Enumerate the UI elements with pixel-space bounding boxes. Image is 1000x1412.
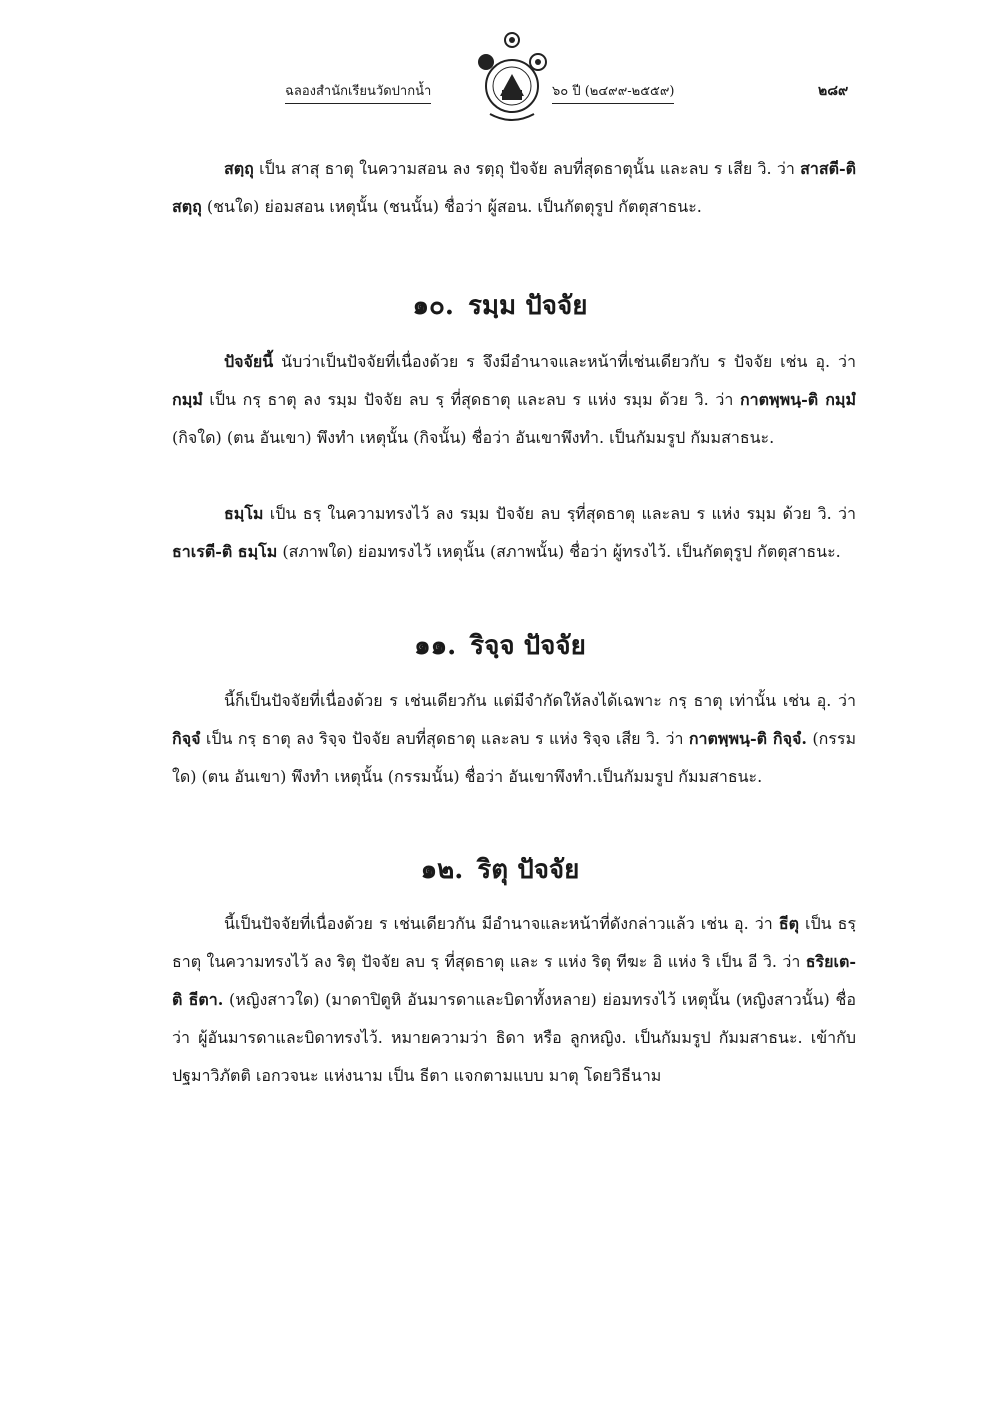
paragraph-ritu bbox=[172, 905, 856, 1095]
paragraph-satthu bbox=[172, 150, 856, 226]
section-title: รมฺม ปัจจัย bbox=[467, 291, 588, 321]
paragraph-text: เป็น สาสุ ธาตุ ในความสอน ลง รตฺถุ ปัจจัย ลบที่สุดธาตุนั้น และลบ ร เสีย วิ. ว่า bbox=[253, 159, 801, 178]
section-title: ริจฺจ ปัจจัย bbox=[470, 631, 586, 661]
paragraph-dhamma bbox=[172, 495, 856, 571]
term-definition: ธริยเต-ติ ธีตา. bbox=[172, 952, 856, 1009]
term-dhamma: ธมฺโม bbox=[224, 504, 264, 523]
term-kicca: กิจฺจํ bbox=[172, 729, 201, 748]
term-definition: สาสตี-ติ สตฺถุ bbox=[172, 159, 856, 216]
section-number: ๑๐. bbox=[412, 291, 454, 321]
temple-seal-logo bbox=[472, 30, 552, 130]
section-number: ๑๑. bbox=[414, 631, 457, 661]
section-title: ริตุ ปัจจัย bbox=[477, 855, 580, 885]
page-number: ๒๘๙ bbox=[818, 83, 849, 99]
paragraph-riccha bbox=[172, 682, 856, 796]
term-kamma: กมฺมํ bbox=[172, 390, 203, 409]
section-heading-12 bbox=[0, 850, 1000, 890]
paragraph-text: นี้เป็นปัจจัยที่เนื่องด้วย ร เช่นเดียวกัน มีอำนาจและหน้าที่ดังกล่าวแล้ว เช่น อุ. ว่า bbox=[224, 914, 779, 933]
running-header-anniversary: ๖๐ ปี (๒๔๙๙-๒๕๕๙) bbox=[552, 80, 674, 104]
paragraph-text: (สภาพใด) ย่อมทรงไว้ เหตุนั้น (สภาพนั้น) ชื่อว่า ผู้ทรงไว้. เป็นกัตตุรูป กัตตุสาธนะ. bbox=[277, 542, 841, 561]
term-satthu: สตฺถุ bbox=[224, 159, 254, 178]
paragraph-rammma-intro bbox=[172, 343, 856, 457]
term-definition: กาตพฺพนฺ-ติ กมฺมํ bbox=[739, 390, 856, 409]
paragraph-text: เป็น กรฺ ธาตุ ลง รมฺม ปัจจัย ลบ รฺ ที่สุดธาตุ และลบ ร แห่ง รมฺม ด้วย วิ. ว่า bbox=[202, 390, 740, 409]
paragraph-lead: ปัจจัยนี้ bbox=[224, 352, 274, 371]
section-heading-11 bbox=[0, 626, 1000, 666]
paragraph-text: เป็น ธรฺ ธาตุ ในความทรงไว้ ลง ริตุ ปัจจัย ลบ รฺ ที่สุดธาตุ และ ร แห่ง ริตุ ทีฆะ อิ แห่ง ริ เป็น อี วิ. ว่า bbox=[172, 914, 857, 971]
paragraph-text: เป็น กรฺ ธาตุ ลง ริจฺจ ปัจจัย ลบที่สุดธาตุ และลบ ร แห่ง ริจฺจ เสีย วิ. ว่า bbox=[200, 729, 689, 748]
paragraph-text: นี้ก็เป็นปัจจัยที่เนื่องด้วย ร เช่นเดียวกัน แต่มีจำกัดให้ลงได้เฉพาะ กรฺ ธาตุ เท่านั้น เช่น อุ. ว่า bbox=[224, 691, 856, 710]
running-header-title: ฉลองสำนักเรียนวัดปากน้ำ bbox=[285, 80, 431, 104]
term-definition: กาตพฺพนฺ-ติ กิจฺจํ. bbox=[688, 729, 807, 748]
paragraph-text: นับว่าเป็นปัจจัยที่เนื่องด้วย ร จึงมีอำนาจและหน้าที่เช่นเดียวกับ ร ปัจจัย เช่น อุ. ว่า bbox=[273, 352, 856, 371]
section-heading-10 bbox=[0, 286, 1000, 326]
section-number: ๑๒. bbox=[420, 855, 464, 885]
term-definition: ธาเรตี-ติ ธมฺโม bbox=[172, 542, 278, 561]
paragraph-text: (กรรมใด) (ตน อันเขา) พึงทำ เหตุนั้น (กรรมนั้น) ชื่อว่า อันเขาพึงทำ.เป็นกัมมรูป กัมมสาธนะ. bbox=[172, 729, 857, 786]
paragraph-text: (ชนใด) ย่อมสอน เหตุนั้น (ชนนั้น) ชื่อว่า ผู้สอน. เป็นกัตตุรูป กัตตุสาธนะ. bbox=[201, 197, 702, 216]
paragraph-text: (กิจใด) (ตน อันเขา) พึงทำ เหตุนั้น (กิจนั้น) ชื่อว่า อันเขาพึงทำ. เป็นกัมมรูป กัมมสาธนะ. bbox=[172, 428, 775, 447]
term-dhitu: ธีตุ bbox=[778, 914, 799, 933]
paragraph-text: เป็น ธรฺ ในความทรงไว้ ลง รมฺม ปัจจัย ลบ รฺที่สุดธาตุ และลบ ร แห่ง รมฺม ด้วย วิ. ว่า bbox=[263, 504, 856, 523]
paragraph-text: (หญิงสาวใด) (มาดาปิตูหิ อันมารดาและบิดาทั้งหลาย) ย่อมทรงไว้ เหตุนั้น (หญิงสาวนั้น) ชื่อว่า ผู้อันมารดาและบิดาทรงไว้. หมายความว่า ธิดา หรือ ลูกหญิง. เป็นกัมมรูป กัมมสาธนะ. เข้ากับปฐมาวิภัตติ เอกวจนะ แห่งนาม เป็น ธีตา แจกตามแบบ มาตุ โดยวิธีนาม bbox=[172, 990, 856, 1085]
